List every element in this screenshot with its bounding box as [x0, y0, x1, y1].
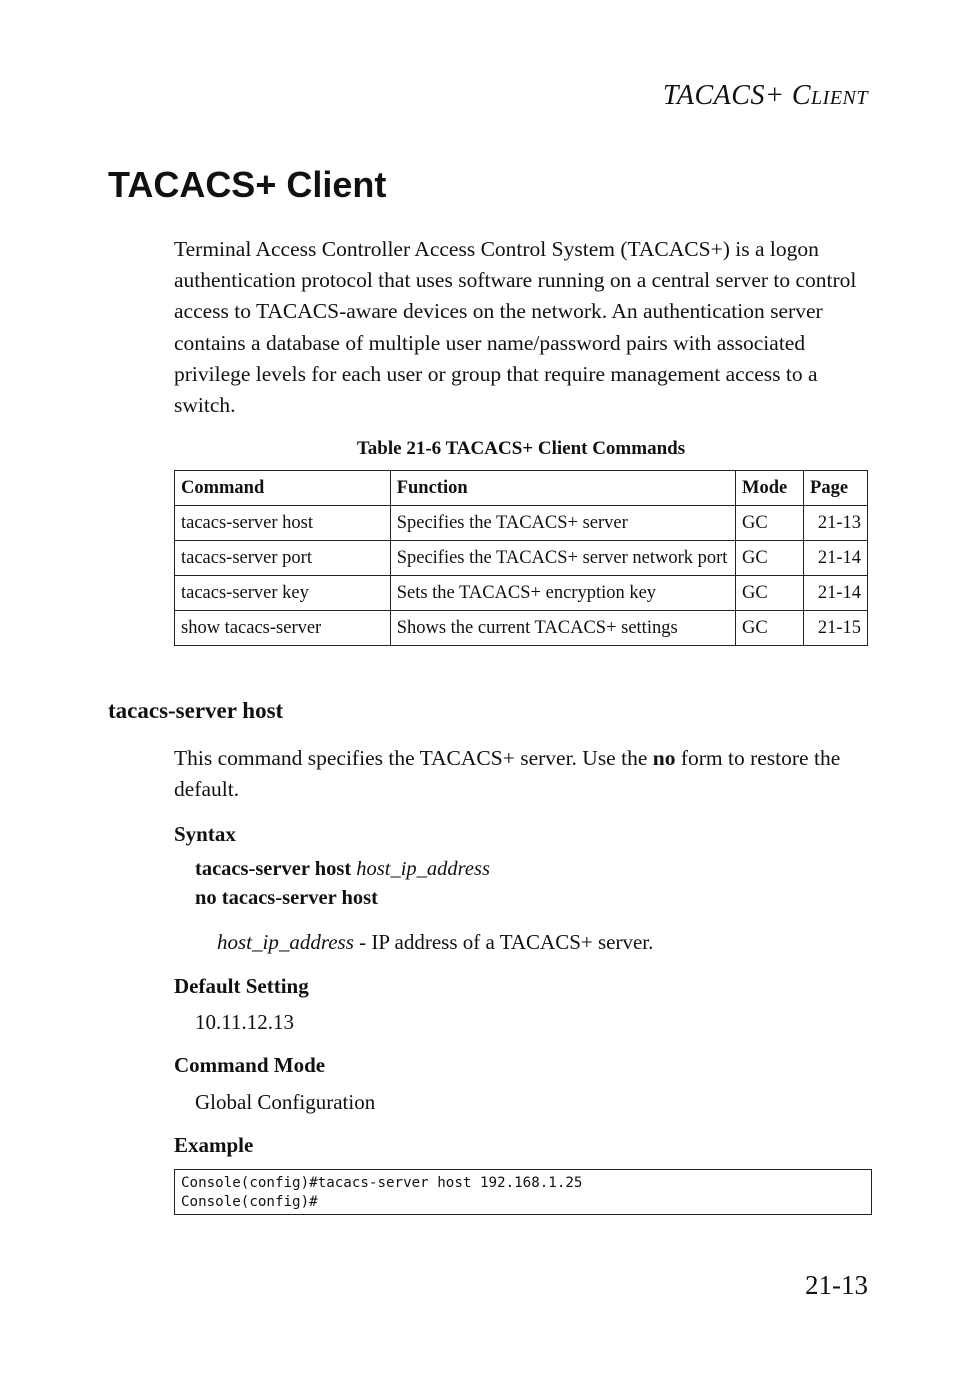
cell-command: tacacs-server host	[175, 506, 391, 541]
parameter-description	[217, 930, 653, 955]
table-row	[175, 541, 868, 576]
table-row	[175, 506, 868, 541]
command-mode-heading: Command Mode	[174, 1053, 326, 1077]
cell-function: Shows the current TACACS+ settings	[390, 611, 735, 646]
syntax-no-command: no tacacs-server host	[195, 887, 378, 909]
cell-mode: GC	[736, 576, 804, 611]
commands-table	[174, 470, 868, 646]
cell-function: Specifies the TACACS+ server network port	[390, 541, 735, 576]
header-command: Command	[175, 471, 391, 506]
header-function: Function	[390, 471, 735, 506]
cell-mode: GC	[736, 506, 804, 541]
table-row	[175, 611, 868, 646]
description-bold: no	[652, 746, 676, 770]
cell-command: show tacacs-server	[175, 611, 391, 646]
cell-function: Specifies the TACACS+ server	[390, 506, 735, 541]
syntax-command: tacacs-server host	[195, 858, 352, 880]
table-caption: Table 21-6 TACACS+ Client Commands	[356, 438, 686, 459]
section-heading: tacacs-server host	[108, 698, 284, 723]
cell-mode: GC	[736, 611, 804, 646]
example-heading: Example	[174, 1133, 254, 1157]
description-text: This command specifies the TACACS+ server. Use the	[174, 746, 653, 770]
header-page: Page	[804, 471, 868, 506]
running-head	[663, 80, 868, 112]
header-mode: Mode	[736, 471, 804, 506]
cell-mode: GC	[736, 541, 804, 576]
table-header-row	[175, 471, 868, 506]
command-description	[174, 743, 874, 805]
running-head-main: TACACS+ C	[662, 80, 812, 111]
cell-page: 21-13	[804, 506, 868, 541]
intro-paragraph: Terminal Access Controller Access Control System (TACACS+) is a logon authentication protocol that uses software running on a central server to control access to TACACS-aware devices on the network. An authentication server contains a database of multiple user name/password pairs with associated privilege levels for each user or group that require management access to a switch.	[174, 237, 857, 418]
table-row	[175, 576, 868, 611]
cell-page: 21-14	[804, 576, 868, 611]
description-text-end: form to restore the default.	[174, 746, 841, 801]
cell-function: Sets the TACACS+ encryption key	[390, 576, 735, 611]
parameter-name: host_ip_address	[217, 930, 354, 954]
running-head-small-caps: LIENT	[811, 87, 868, 109]
cell-page: 21-15	[804, 611, 868, 646]
parameter-text: - IP address of a TACACS+ server.	[353, 930, 654, 954]
page-title: TACACS+ Client	[108, 164, 387, 205]
command-mode-value: Global Configuration	[195, 1090, 376, 1114]
syntax-line-2	[195, 887, 378, 910]
page-number: 21-13	[805, 1270, 868, 1300]
syntax-heading: Syntax	[174, 822, 236, 846]
example-code-block: Console(config)#tacacs-server host 192.168.1.25 Console(config)#	[174, 1169, 872, 1215]
cell-command: tacacs-server port	[175, 541, 391, 576]
syntax-parameter: host_ip_address	[356, 858, 490, 880]
cell-page: 21-14	[804, 541, 868, 576]
default-setting-value: 10.11.12.13	[195, 1010, 294, 1034]
cell-command: tacacs-server key	[175, 576, 391, 611]
default-setting-heading: Default Setting	[174, 974, 309, 998]
syntax-line-1	[195, 858, 490, 881]
